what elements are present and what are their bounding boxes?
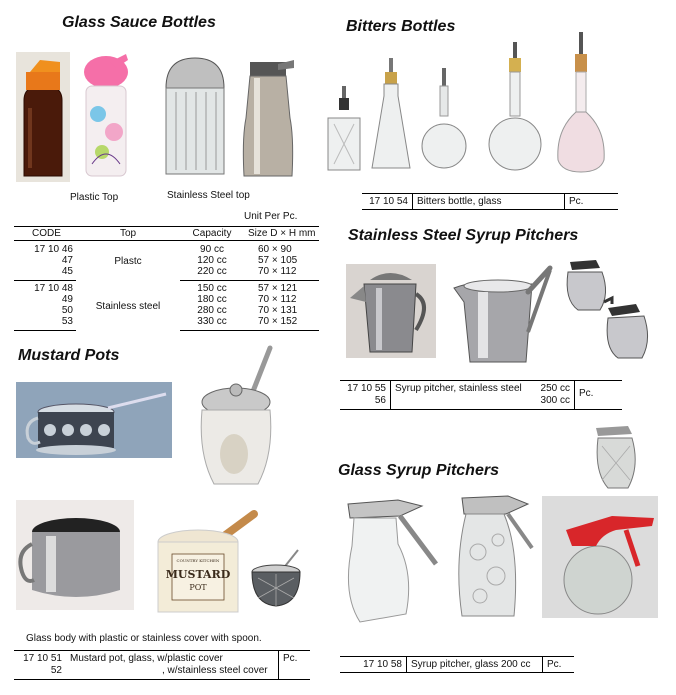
caption-steel-top: Stainless Steel top xyxy=(167,190,250,201)
glass-pitcher-embossed-photo xyxy=(446,492,534,620)
label-country-kitchen: COUNTRY KITCHEN xyxy=(176,558,220,563)
col-top: Top xyxy=(76,227,180,241)
mustard-pot-silver-photo xyxy=(16,382,172,458)
table-row: 49 180 cc 70 × 112 xyxy=(61,294,297,305)
steel-syrup-code-2: 56 xyxy=(374,395,386,406)
table-row: 45 220 cc 70 × 112 xyxy=(14,266,319,281)
sauce-bottle-pink-photo xyxy=(80,52,132,180)
caption-plastic-top: Plastic Top xyxy=(70,192,119,203)
table-row: 17 10 48 Stainless steel 150 cc 57 × 121 xyxy=(14,283,319,294)
mustard-pot-steel-photo xyxy=(16,500,134,610)
mustard-desc-2: , w/stainless steel cover xyxy=(162,665,268,676)
mustard-pot-crystal-photo xyxy=(248,546,304,610)
label-mustard: MUSTARD xyxy=(165,568,231,581)
mustard-pot-glass-photo xyxy=(194,344,278,496)
bitters-bottle-square-photo xyxy=(324,84,364,174)
steel-syrup-code-1: 17 10 55 xyxy=(347,383,386,394)
mustard-code-2: 52 xyxy=(50,665,62,676)
col-size: Size D × H mm xyxy=(244,227,319,241)
glass-syrup-order-row xyxy=(340,656,574,673)
table-row: 53 330 cc 70 × 152 xyxy=(14,316,319,331)
bitters-bottle-pink-photo xyxy=(552,30,610,176)
mustard-order-row xyxy=(14,650,310,680)
mustard-pot-ceramic-photo xyxy=(154,508,260,618)
bitters-code: 17 10 54 xyxy=(369,196,408,207)
bitters-bottle-round-photo xyxy=(420,66,468,174)
table-row: 17 10 46 Plastc 90 cc 60 × 90 xyxy=(14,244,319,255)
glass-syrup-code: 17 10 58 xyxy=(363,659,402,670)
top-steel: Stainless steel xyxy=(95,301,161,313)
unit-per-pc: Unit Per Pc. xyxy=(244,211,298,222)
glass-syrup-heading: Glass Syrup Pitchers xyxy=(338,462,499,479)
mustard-unit: Pc. xyxy=(278,651,310,679)
glass-pitcher-red-lid-photo xyxy=(542,496,658,618)
steel-pitcher-dispensers-photo xyxy=(560,254,656,362)
bitters-desc: Bitters bottle, glass xyxy=(412,194,564,209)
steel-syrup-desc: Syrup pitcher, stainless steel xyxy=(390,381,530,409)
bitters-bottle-tall-photo xyxy=(368,56,414,174)
bitters-bottle-bulb-photo xyxy=(486,40,544,174)
bitters-order-row xyxy=(362,193,618,210)
sauce-bottle-glass-steel-photo xyxy=(160,52,230,178)
top-plastic: Plastc xyxy=(114,256,142,268)
sauce-bottle-steel-photo xyxy=(234,58,298,180)
table-row: 47 120 cc 57 × 105 xyxy=(61,254,298,266)
glass-syrup-desc: Syrup pitcher, glass 200 cc xyxy=(406,657,542,672)
steel-pitcher-bell-photo xyxy=(450,262,554,368)
glass-syrup-unit: Pc. xyxy=(542,657,574,672)
steel-syrup-heading: Stainless Steel Syrup Pitchers xyxy=(348,227,579,244)
sauce-bottle-orange-photo xyxy=(16,52,70,182)
steel-syrup-unit: Pc. xyxy=(574,381,622,409)
steel-syrup-cap-2: 300 cc xyxy=(540,395,570,406)
sauce-spec-table xyxy=(14,226,319,331)
col-code: CODE xyxy=(14,227,76,241)
table-row: 50 280 cc 70 × 131 xyxy=(61,305,298,316)
bitters-unit: Pc. xyxy=(564,194,618,209)
steel-pitcher-lidded-photo xyxy=(346,264,436,358)
mustard-code-1: 17 10 51 xyxy=(23,653,62,664)
glass-pitcher-small-photo xyxy=(592,422,642,492)
label-pot: POT xyxy=(189,583,207,592)
bitters-heading: Bitters Bottles xyxy=(346,18,456,35)
col-capacity: Capacity xyxy=(180,227,244,241)
mustard-caption: Glass body with plastic or stainless cover with spoon. xyxy=(26,633,262,644)
glass-pitcher-plain-photo xyxy=(340,494,438,626)
mustard-heading: Mustard Pots xyxy=(18,347,120,364)
mustard-desc-1: Mustard pot, glass, w/plastic cover xyxy=(70,653,223,664)
steel-syrup-order-row xyxy=(340,380,622,410)
steel-syrup-cap-1: 250 cc xyxy=(540,383,570,394)
glass-sauce-heading: Glass Sauce Bottles xyxy=(62,14,216,31)
